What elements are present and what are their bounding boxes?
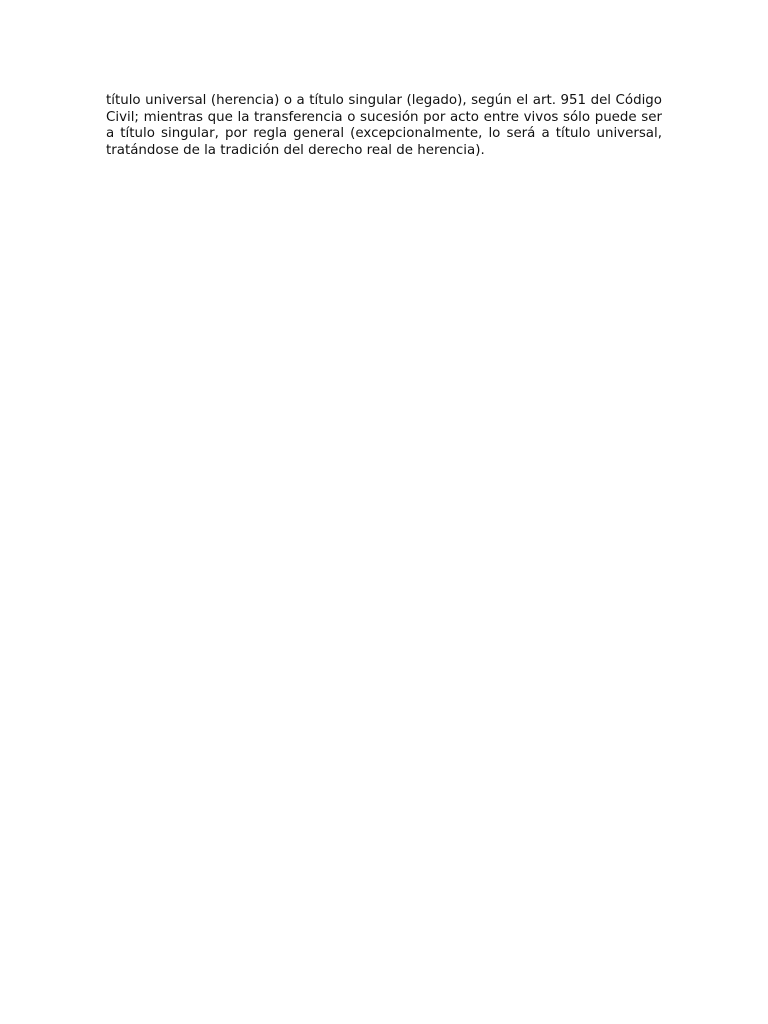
paragraph: título universal (herencia) o a título singular (legado), según el art. 951 del Código Civil; mientras que la transferencia o sucesión por acto entre vivos sólo puede ser a título singular, por regla general (excepcionalmente, lo será a título universal, tratándose de la tradición del derecho real de herencia).	[106, 93, 662, 158]
